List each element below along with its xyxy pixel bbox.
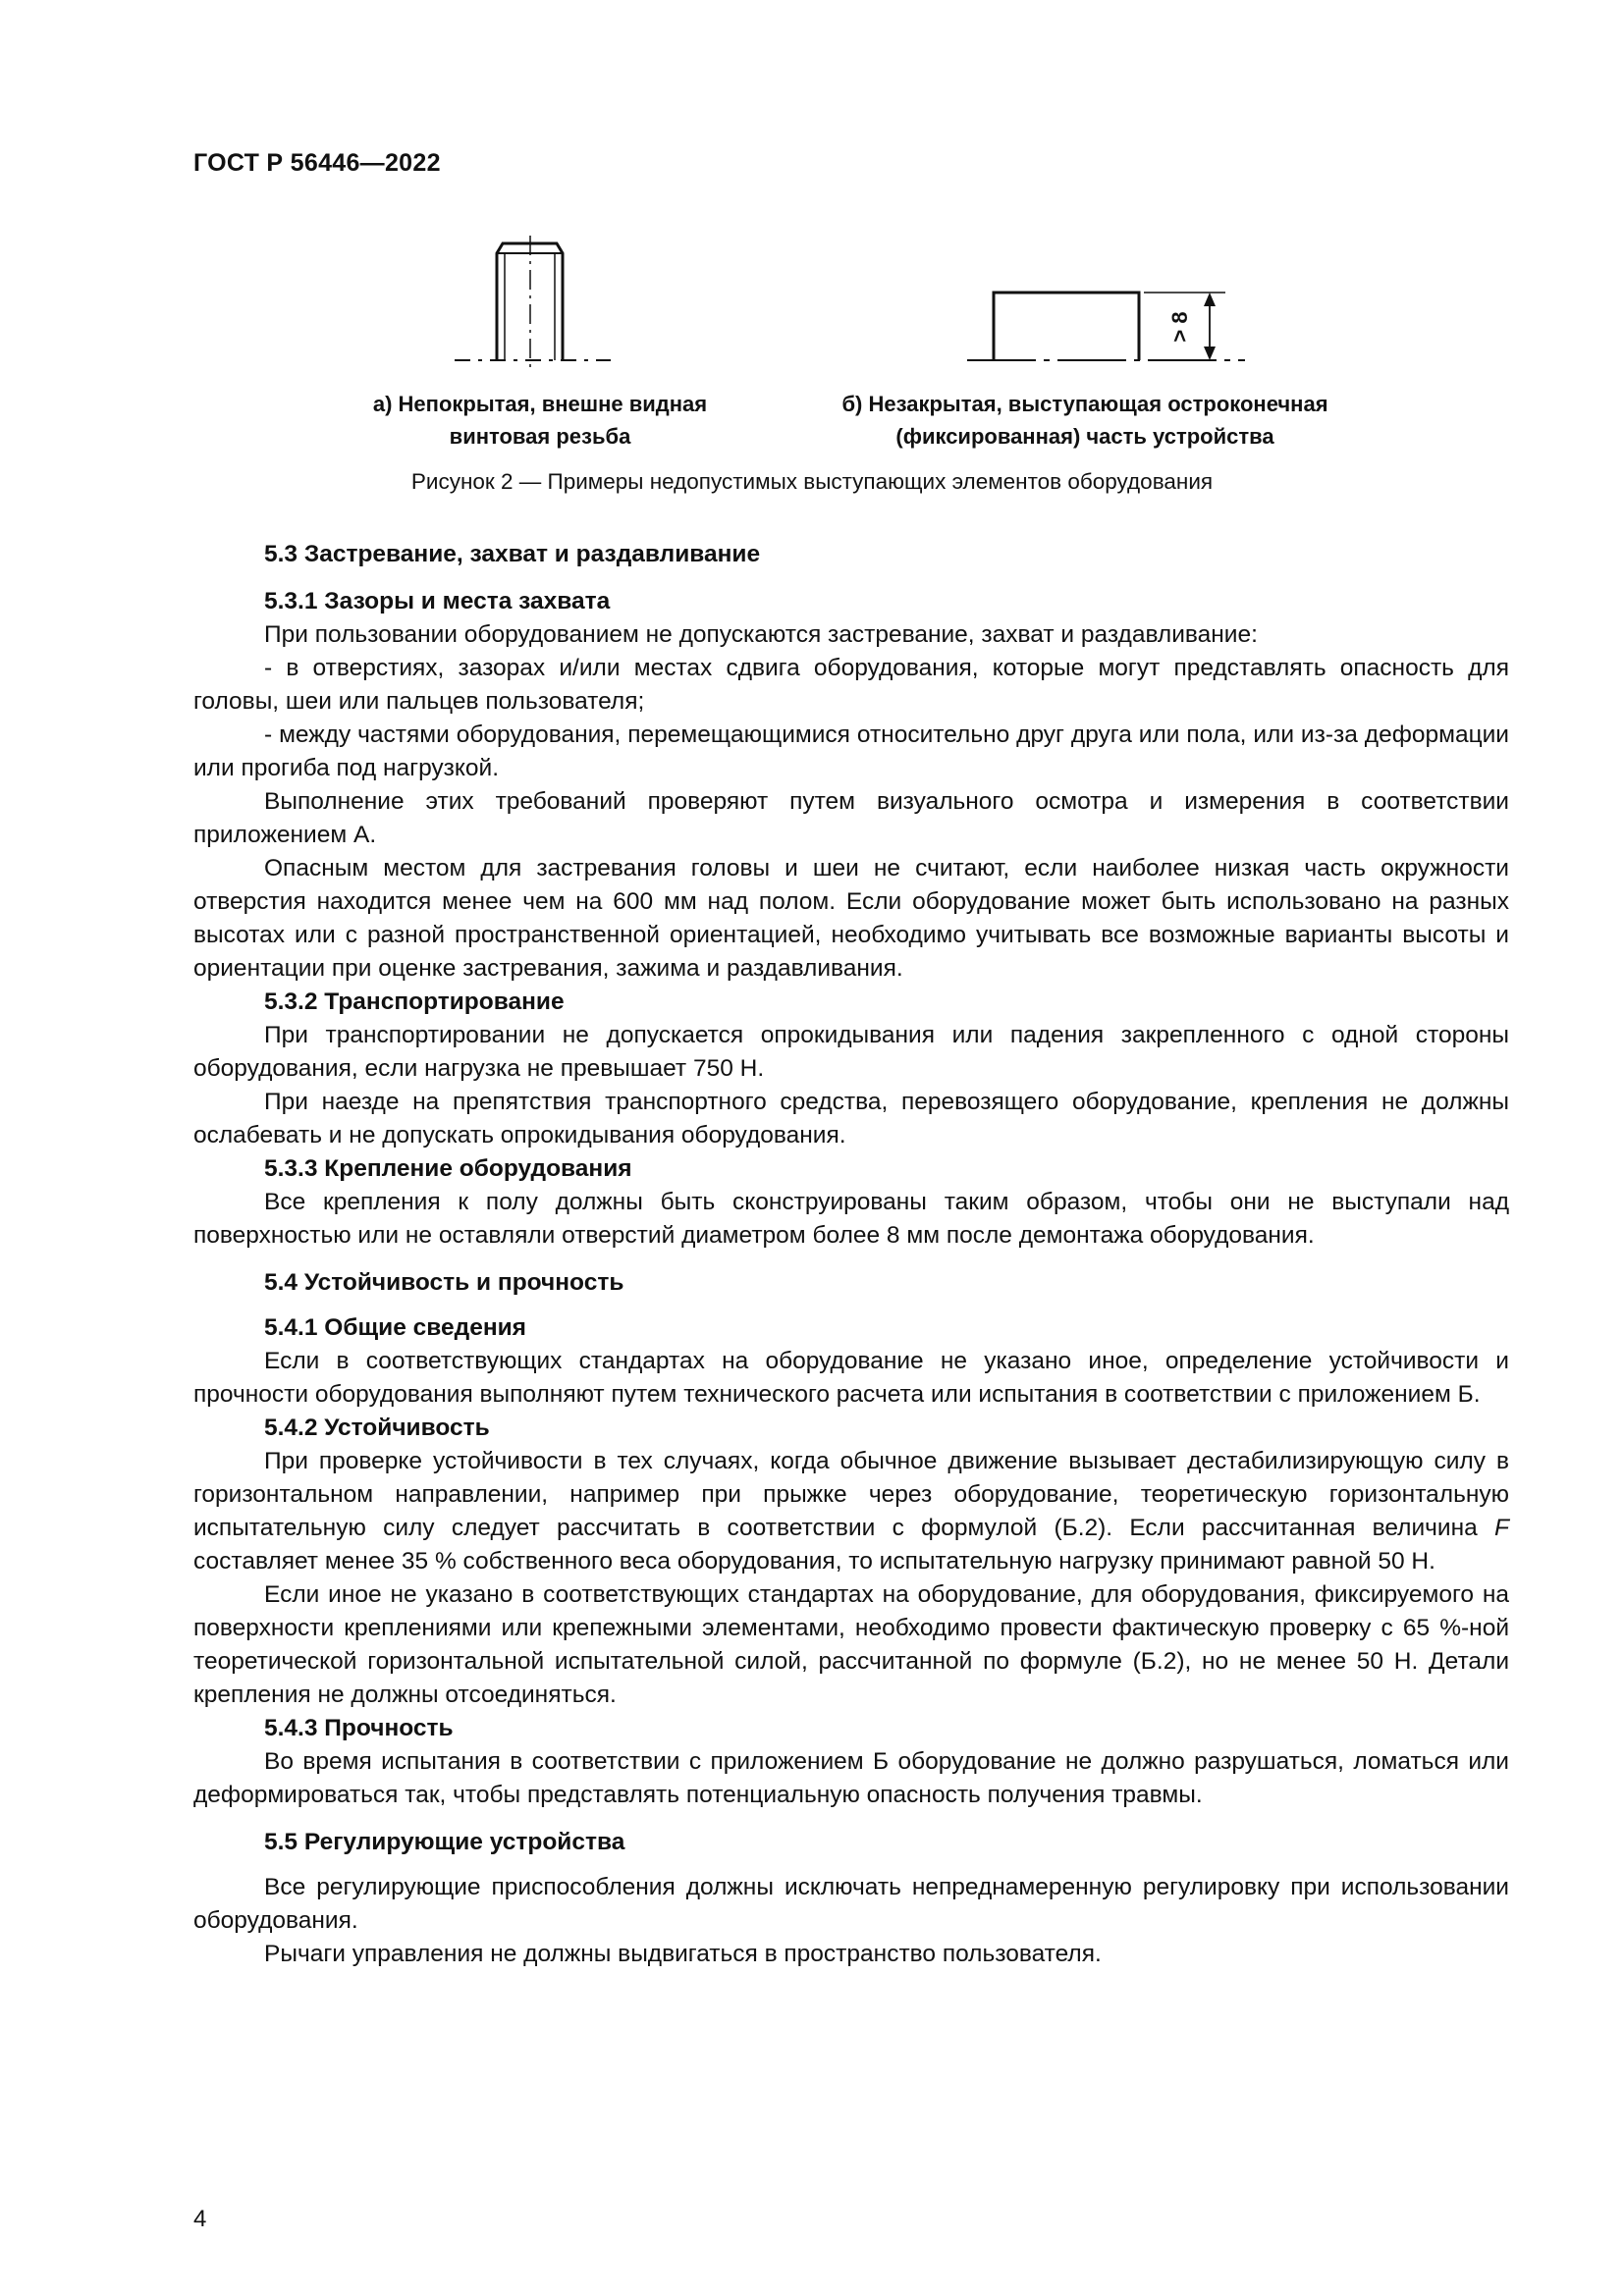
figure-caption-b (810, 388, 1360, 453)
section-5-4-3-heading: 5.4.3 Прочность (264, 1715, 454, 1741)
paragraph: - между частями оборудования, перемещающимися относительно друг друга или пола, или из-за деформации или прогиба под нагрузкой. (193, 721, 1509, 781)
section-5-3-heading: 5.3 Застревание, захват и раздавливание (264, 541, 761, 567)
document-body (193, 538, 1509, 1971)
caption-b-line1: б) Незакрытая, выступающая остроконечная (841, 392, 1328, 416)
variable-f: F (1494, 1515, 1509, 1541)
screw-thread-drawing (455, 236, 611, 373)
paragraph: При пользовании оборудованием не допускаются застревание, захват и раздавливание: (264, 621, 1258, 648)
paragraph: Выполнение этих требований проверяют путем визуального осмотра и измерения в соответствии приложением А. (193, 788, 1509, 848)
paragraph: Если в соответствующих стандартах на оборудование не указано иное, определение устойчивости и прочности оборудования выполняют путем технического расчета или испытания в соответствии с приложением Б. (193, 1348, 1509, 1408)
text-part: При проверке устойчивости в тех случаях, когда обычное движение вызывает дестабилизирующую силу в горизонтальном направлении, например при прыжке через оборудование, теоретическую горизонтальную испытательную силу следует рассчитать в соответствии с формулой (Б.2). Если рассчитанная величина (193, 1448, 1509, 1541)
section-5-4-heading: 5.4 Устойчивость и прочность (264, 1269, 624, 1296)
figure-title: Рисунок 2 — Примеры недопустимых выступающих элементов оборудования (410, 469, 1214, 494)
paragraph: При наезде на препятствия транспортного средства, перевозящего оборудование, крепления не должны ослабевать и не допускать опрокидывания оборудования. (193, 1089, 1509, 1148)
caption-a-line2: винтовая резьба (449, 424, 631, 449)
protruding-part-drawing (967, 293, 1245, 360)
section-5-3-1-heading: 5.3.1 Зазоры и места захвата (264, 588, 611, 614)
section-5-3-2-heading: 5.3.2 Транспортирование (264, 988, 565, 1015)
paragraph: Опасным местом для застревания головы и шеи не считают, если наиболее низкая часть окружности отверстия находится менее чем на 600 мм над полом. Если оборудование может быть использовано на разных высотах или с разной пространственной ориентацией, необходимо учитывать все возможные варианты высоты и ориентации при оценке застревания, зажима и раздавливания. (193, 855, 1509, 982)
caption-b-line2: (фиксированная) часть устройства (895, 424, 1274, 449)
section-5-4-2-heading: 5.4.2 Устойчивость (264, 1415, 490, 1441)
page-number: 4 (193, 2206, 207, 2232)
dimension-label: > 8 (1167, 311, 1192, 343)
section-5-3-3-heading: 5.3.3 Крепление оборудования (264, 1155, 632, 1182)
paragraph: Все регулирующие приспособления должны исключать непреднамеренную регулировку при использовании оборудования. (193, 1874, 1509, 1934)
paragraph: При транспортировании не допускается опрокидывания или падения закрепленного с одной стороны оборудования, если нагрузка не превышает 750 Н. (193, 1022, 1509, 1082)
paragraph: Во время испытания в соответствии с приложением Б оборудование не должно разрушаться, ломаться или деформироваться так, чтобы представлять потенциальную опасность получения травмы. (193, 1748, 1509, 1808)
section-5-5-heading: 5.5 Регулирующие устройства (264, 1829, 625, 1855)
paragraph: - в отверстиях, зазорах и/или местах сдвига оборудования, которые могут представлять опасность для головы, шеи или пальцев пользователя; (193, 655, 1509, 715)
section-5-4-1-heading: 5.4.1 Общие сведения (264, 1314, 526, 1341)
document-header: ГОСТ Р 56446—2022 (193, 149, 441, 177)
paragraph-with-variable (193, 1445, 1509, 1578)
paragraph: Все крепления к полу должны быть сконструированы таким образом, чтобы они не выступали над поверхностью или не оставляли отверстий диаметром более 8 мм после демонтажа оборудования. (193, 1189, 1509, 1249)
caption-a-line1: а) Непокрытая, внешне видная (372, 392, 708, 416)
paragraph: Если иное не указано в соответствующих стандартах на оборудование, для оборудования, фиксируемого на поверхности креплениями или крепежными элементами, необходимо провести фактическую проверку с 65 %-ной теоретической горизонтальной испытательной силой, рассчитанной по формуле (Б.2), но не менее 50 Н. Детали крепления не должны отсоединяться. (193, 1581, 1509, 1708)
text-part: составляет менее 35 % собственного веса оборудования, то испытательную нагрузку принимают равной 50 Н. (193, 1548, 1435, 1575)
paragraph: Рычаги управления не должны выдвигаться в пространство пользователя. (264, 1941, 1102, 1967)
figure-caption-a (353, 388, 727, 453)
